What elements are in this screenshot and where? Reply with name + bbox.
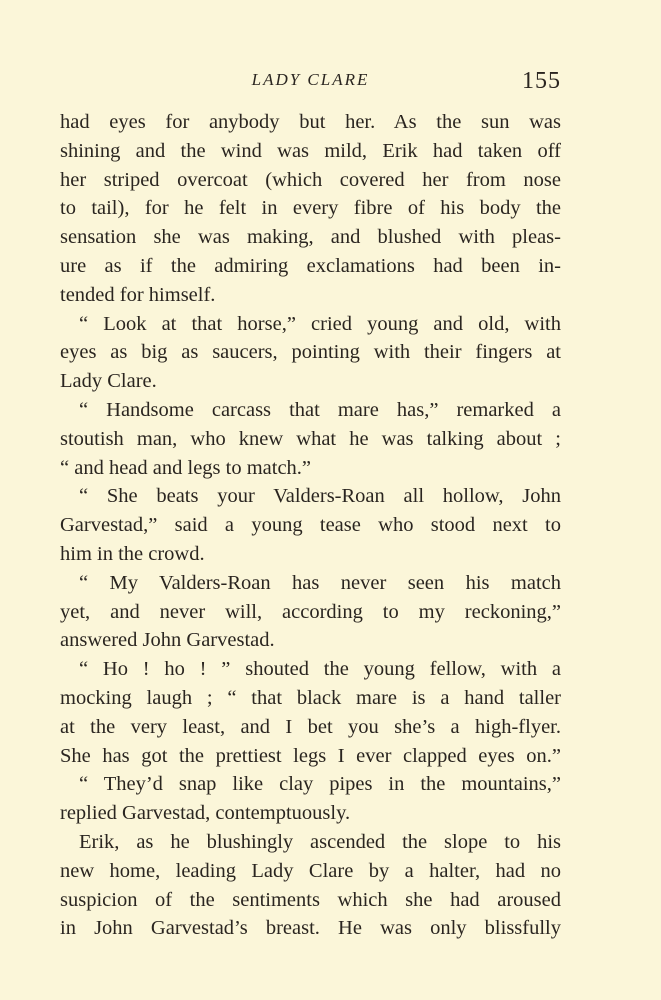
text-line: “ My Valders-Roan has never seen his match (79, 571, 561, 594)
text-line: him in the crowd. (60, 542, 205, 565)
text-line: mocking laugh ; “ that black mare is a hand taller (60, 686, 561, 709)
text-line: “ Ho ! ho ! ” shouted the young fellow, with a (79, 658, 561, 681)
text-line: tended for himself. (60, 283, 216, 306)
text-line: her striped overcoat (which covered her from nose (60, 168, 561, 191)
text-line: “ Handsome carcass that mare has,” remarked a (79, 398, 561, 421)
text-line: She has got the prettiest legs I ever clapped eyes on.” (60, 744, 561, 767)
text-line: Erik, as he blushingly ascended the slope to his (79, 830, 561, 853)
text-line: to tail), for he felt in every fibre of his body the (60, 197, 561, 220)
text-line: in John Garvestad’s breast. He was only blissfully (60, 917, 561, 940)
text-line: Lady Clare. (60, 370, 157, 393)
text-line: shining and the wind was mild, Erik had taken off (60, 139, 561, 162)
text-line: “ They’d snap like clay pipes in the mountains,” (79, 773, 561, 796)
text-line: Garvestad,” said a young tease who stood next to (60, 514, 561, 537)
text-line: “ Look at that horse,” cried young and old, with (79, 312, 561, 335)
body-text (60, 108, 561, 943)
text-line: yet, and never will, according to my reckoning,” (60, 600, 561, 623)
page-number: 155 (522, 68, 561, 94)
text-line: answered John Garvestad. (60, 629, 275, 652)
text-line: eyes as big as saucers, pointing with their fingers at (60, 341, 561, 364)
text-line: new home, leading Lady Clare by a halter, had no (60, 859, 561, 882)
text-line: stoutish man, who knew what he was talking about ; (60, 427, 561, 450)
text-line: at the very least, and I bet you she’s a high-flyer. (60, 715, 561, 738)
text-line: sensation she was making, and blushed with pleas- (60, 226, 561, 249)
text-line: replied Garvestad, contemptuously. (60, 802, 351, 825)
text-line: ure as if the admiring exclamations had been in- (60, 254, 561, 277)
running-head (60, 68, 561, 98)
text-line: “ She beats your Valders-Roan all hollow, John (79, 485, 561, 508)
text-line: suspicion of the sentiments which she had aroused (60, 888, 561, 911)
text-line: had eyes for anybody but her. As the sun was (60, 111, 561, 133)
running-title: LADY CLARE (251, 70, 370, 89)
text-line: “ and head and legs to match.” (60, 456, 312, 479)
